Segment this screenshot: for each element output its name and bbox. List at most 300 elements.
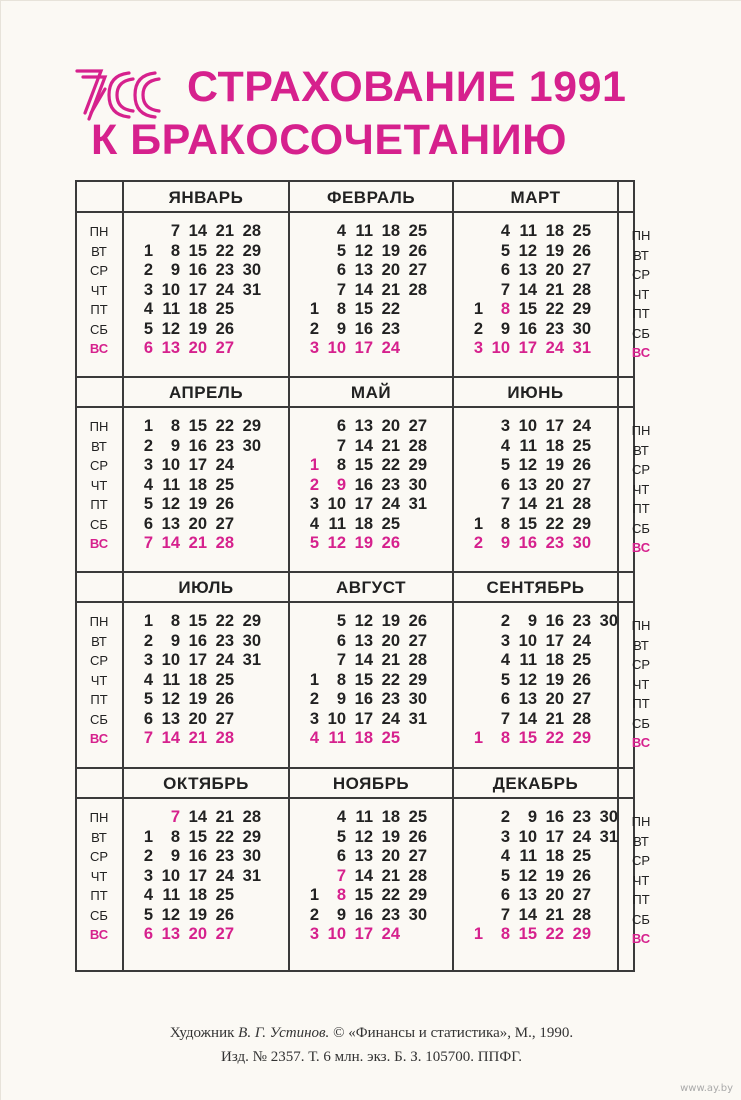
day-cell: 11 [355,808,373,826]
weekday-label: ВС [631,735,651,750]
day-cell [459,671,483,691]
day-cell: 23 [215,631,234,650]
day-cell: 7 [500,709,510,728]
weekday-label: ПТ [90,302,108,317]
day-cell: 4 [500,651,510,669]
weekday-label: ЧТ [632,872,650,888]
day-cell: 2 [473,319,483,338]
day-cell: 20 [188,339,207,357]
day-cell: 14 [518,495,537,513]
footer-print-info: Изд. № 2357. Т. 6 млн. экз. Б. З. 105700. ППФГ. [221,1049,522,1065]
day-cell: 31 [599,827,618,846]
weekday-label: СР [631,267,651,282]
day-cell: 13 [161,514,180,533]
day-cell: 22 [381,300,400,318]
day-cell [591,651,618,671]
month-name: ЯНВАРЬ [168,188,244,207]
day-cell: 10 [327,925,346,943]
day-cell: 19 [188,319,207,338]
day-cell: 13 [518,690,537,708]
day-cell: 26 [215,495,234,513]
day-cell: 12 [518,241,537,260]
grid-band-divider [77,767,633,769]
month-name: АПРЕЛЬ [168,383,244,402]
day-cell: 11 [162,670,180,689]
day-cell: 28 [408,436,427,455]
day-cell: 16 [188,847,207,865]
day-cell: 8 [170,827,180,846]
day-cell: 18 [381,222,400,240]
weekday-row [295,495,455,515]
day-cell: 14 [354,651,373,669]
day-cell: 6 [500,690,510,708]
day-cell: 14 [161,534,180,552]
day-cell: 28 [408,651,427,669]
day-cell: 16 [545,808,564,826]
day-cell: 6 [336,417,346,435]
day-cell: 17 [518,339,537,357]
day-cell: 30 [242,847,261,865]
day-cell: 22 [545,729,564,747]
day-cell [295,281,319,301]
weekday-row [459,534,619,554]
day-cell: 17 [354,709,373,728]
day-cell: 15 [518,514,537,533]
day-cell [459,476,483,496]
weekday-row [129,281,289,301]
day-cell: 15 [188,827,207,846]
weekday-row [129,437,289,457]
day-cell: 18 [545,847,564,865]
day-cell [234,710,261,730]
day-cell: 11 [162,300,180,318]
day-cell: 14 [518,280,537,299]
footer-credits [1,1025,741,1042]
day-cell [295,828,319,848]
day-cell: 18 [188,886,207,904]
day-cell: 29 [408,886,427,904]
day-cell [591,632,618,652]
day-cell: 18 [545,436,564,455]
day-cell: 26 [572,241,591,260]
day-cell [459,808,483,828]
day-cell: 8 [170,612,180,630]
day-cell: 19 [545,456,564,474]
day-cell: 21 [545,905,564,924]
day-cell [591,710,618,730]
day-cell [234,886,261,906]
day-cell: 21 [215,222,234,240]
day-cell: 20 [381,631,400,650]
weekday-row [459,515,619,535]
day-cell: 25 [572,651,591,669]
weekday-labels-left [77,417,121,554]
day-cell: 22 [215,612,234,630]
weekday-row [459,690,619,710]
weekday-labels-left [77,808,121,945]
weekday-row [295,828,455,848]
day-cell: 9 [336,905,346,924]
weekday-row [295,320,455,340]
day-cell [129,222,153,242]
publisher: «Финансы и статистика», М., 1990. [348,1025,574,1041]
day-cell: 6 [143,339,153,357]
artist-name: В. Г. Устинов. [238,1025,330,1041]
day-cell [459,261,483,281]
weekday-row [129,671,289,691]
weekday-labels-right [619,616,663,753]
day-cell: 28 [408,280,427,299]
day-cell: 24 [215,651,234,669]
month-name: ИЮНЬ [507,383,564,402]
day-cell: 3 [309,339,319,357]
day-cell: 30 [242,261,261,279]
day-cell: 21 [545,280,564,299]
weekday-label: ВС [89,927,109,942]
day-cell: 23 [381,319,400,338]
day-cell: 22 [381,456,400,474]
day-cell: 8 [336,456,346,474]
day-cell: 31 [242,866,261,885]
day-cell: 22 [381,670,400,689]
day-cell [591,906,618,926]
day-cell: 1 [309,670,319,689]
weekday-row [129,828,289,848]
day-cell: 5 [336,827,346,846]
day-cell: 9 [170,436,180,455]
day-cell: 2 [309,475,319,494]
weekday-label: СР [631,657,651,672]
day-cell: 16 [545,612,564,630]
day-cell: 2 [500,612,510,630]
day-cell: 13 [161,339,180,357]
day-cell: 24 [572,417,591,435]
day-cell: 27 [408,631,427,650]
day-cell [295,437,319,457]
day-cell [295,222,319,242]
day-cell: 17 [354,495,373,513]
day-cell: 7 [336,651,346,669]
day-cell: 10 [161,456,180,474]
day-cell: 29 [242,241,261,260]
weekday-row [459,847,619,867]
day-cell: 2 [309,690,319,708]
grid-band-divider [77,571,633,573]
month-days [459,808,619,945]
day-cell: 31 [408,495,427,513]
day-cell [459,437,483,457]
weekday-label: ПТ [632,501,650,516]
weekday-label: ВТ [91,633,107,649]
day-cell: 1 [143,827,153,846]
weekday-label: ЧТ [632,676,650,692]
month-name: МАРТ [510,188,561,207]
weekday-row [459,320,619,340]
day-cell [234,476,261,496]
day-cell: 29 [408,670,427,689]
month-name: ФЕВРАЛЬ [326,188,416,207]
day-cell: 11 [519,847,537,865]
day-cell: 25 [572,436,591,455]
weekday-label: СБ [90,907,108,923]
month-days [295,417,455,554]
day-cell: 19 [545,866,564,885]
day-cell: 3 [500,631,510,650]
day-cell [459,828,483,848]
day-cell [234,925,261,945]
day-cell: 6 [336,631,346,650]
day-cell: 28 [242,808,261,826]
day-cell: 22 [215,827,234,846]
day-cell: 24 [215,866,234,885]
day-cell: 27 [215,339,234,357]
day-cell: 22 [545,514,564,533]
day-cell: 5 [500,670,510,689]
day-cell: 21 [381,866,400,885]
day-cell: 5 [143,319,153,338]
day-cell: 15 [354,886,373,904]
weekday-label: ПТ [90,888,108,903]
weekday-row [295,632,455,652]
day-cell: 12 [161,495,180,513]
weekday-row [295,847,455,867]
day-cell: 29 [242,417,261,435]
day-cell: 30 [408,475,427,494]
day-cell: 4 [309,514,319,533]
day-cell: 5 [143,690,153,708]
day-cell: 1 [473,729,483,747]
grid-band-divider [77,376,633,378]
day-cell: 30 [572,319,591,338]
day-cell: 31 [242,651,261,669]
day-cell: 13 [518,475,537,494]
day-cell: 20 [545,475,564,494]
weekday-row [295,808,455,828]
day-cell: 16 [188,261,207,279]
weekday-row [459,612,619,632]
day-cell: 30 [599,612,618,630]
weekday-row [459,632,619,652]
grid-column-divider [122,182,124,970]
artist-label: Художник [169,1025,235,1041]
weekday-label: ВТ [91,829,107,845]
day-cell: 28 [572,280,591,299]
day-cell: 6 [500,475,510,494]
month-days [295,808,455,945]
day-cell: 19 [354,534,373,552]
weekday-row [129,651,289,671]
weekday-label: ЧТ [90,477,108,493]
day-cell [459,651,483,671]
weekday-label: СР [89,653,109,668]
weekday-row [129,495,289,515]
day-cell: 10 [161,280,180,299]
day-cell: 15 [354,670,373,689]
day-cell [234,671,261,691]
day-cell: 24 [381,339,400,357]
month-days [129,808,289,945]
day-cell: 15 [518,925,537,943]
day-cell: 3 [500,417,510,435]
day-cell: 18 [188,300,207,318]
day-cell [295,867,319,887]
weekday-row [295,476,455,496]
weekday-row [129,729,289,749]
weekday-row [295,242,455,262]
day-cell: 1 [473,514,483,533]
day-cell: 26 [215,319,234,338]
day-cell: 26 [408,612,427,630]
weekday-row [459,476,619,496]
weekday-label: ПТ [90,692,108,707]
weekday-row [459,867,619,887]
weekday-row [295,612,455,632]
day-cell [234,515,261,535]
weekday-label: ВС [89,731,109,746]
day-cell: 22 [215,241,234,260]
day-cell: 27 [572,886,591,904]
weekday-labels-left [77,612,121,749]
day-cell: 12 [161,905,180,924]
day-cell [459,612,483,632]
month-days [295,612,455,749]
day-cell: 29 [408,456,427,474]
day-cell: 28 [215,729,234,747]
weekday-label: ВС [89,536,109,551]
weekday-row [129,222,289,242]
day-cell: 27 [215,925,234,943]
day-cell: 16 [518,534,537,552]
day-cell: 21 [381,436,400,455]
day-cell [459,417,483,437]
day-cell: 28 [572,905,591,924]
day-cell: 17 [354,339,373,357]
day-cell: 1 [309,886,319,904]
day-cell: 18 [188,670,207,689]
weekday-labels-right [619,812,663,949]
day-cell: 23 [545,319,564,338]
weekday-row [295,417,455,437]
day-cell: 1 [143,612,153,630]
day-cell: 29 [572,514,591,533]
weekday-label: ПТ [632,306,650,321]
day-cell: 13 [354,847,373,865]
day-cell: 13 [354,261,373,279]
weekday-label: СБ [90,711,108,727]
day-cell [591,729,618,749]
day-cell: 26 [408,827,427,846]
day-cell: 12 [354,612,373,630]
day-cell: 17 [188,866,207,885]
day-cell: 2 [143,261,153,279]
weekday-row [459,808,619,828]
day-cell: 24 [381,925,400,943]
day-cell: 25 [381,729,400,747]
weekday-label: ПН [631,228,651,243]
weekday-label: СБ [90,321,108,337]
day-cell: 1 [309,300,319,318]
day-cell: 26 [572,456,591,474]
day-cell: 10 [491,339,510,357]
day-cell [295,808,319,828]
day-cell: 23 [572,808,591,826]
day-cell: 10 [327,339,346,357]
weekday-row [459,886,619,906]
day-cell [234,729,261,749]
day-cell: 14 [354,436,373,455]
day-cell: 19 [545,670,564,689]
weekday-row [459,671,619,691]
weekday-row [295,339,455,359]
weekday-row [459,710,619,730]
day-cell: 25 [572,847,591,865]
day-cell: 11 [328,729,346,747]
day-cell: 18 [545,222,564,240]
day-cell [459,222,483,242]
title-line-1: СТРАХОВАНИЕ 1991 [187,63,627,111]
day-cell: 1 [473,925,483,943]
weekday-label: СБ [632,715,650,731]
weekday-label: СБ [632,520,650,536]
day-cell [459,906,483,926]
weekday-label: СБ [632,911,650,927]
day-cell: 16 [354,690,373,708]
day-cell: 24 [545,339,564,357]
day-cell: 22 [215,417,234,435]
weekday-row [459,242,619,262]
day-cell: 2 [143,631,153,650]
weekday-row [295,925,455,945]
day-cell [295,651,319,671]
day-cell: 19 [381,241,400,260]
weekday-label: СР [631,462,651,477]
month-name: ИЮЛЬ [178,578,234,597]
day-cell: 4 [143,475,153,494]
weekday-labels-left [77,222,121,359]
weekday-row [459,495,619,515]
day-cell: 8 [170,417,180,435]
day-cell: 11 [519,436,537,455]
day-cell: 3 [309,925,319,943]
day-cell: 16 [188,631,207,650]
month-name: ОКТЯБРЬ [163,774,249,793]
day-cell: 19 [545,241,564,260]
weekday-label: СБ [90,516,108,532]
day-cell [234,495,261,515]
day-cell: 25 [215,886,234,904]
day-cell: 9 [170,847,180,865]
day-cell: 9 [527,808,537,826]
day-cell: 25 [572,222,591,240]
day-cell: 6 [336,261,346,279]
weekday-labels-right [619,421,663,558]
month-days [459,222,619,359]
day-cell: 9 [527,612,537,630]
day-cell: 24 [215,456,234,474]
day-cell: 24 [572,827,591,846]
day-cell: 8 [500,300,510,318]
day-cell: 14 [518,709,537,728]
day-cell: 27 [408,261,427,279]
weekday-row [459,417,619,437]
day-cell: 21 [545,495,564,513]
day-cell: 11 [519,222,537,240]
day-cell: 20 [188,514,207,533]
day-cell: 4 [500,847,510,865]
day-cell: 15 [518,729,537,747]
weekday-row [295,671,455,691]
day-cell: 1 [309,456,319,474]
